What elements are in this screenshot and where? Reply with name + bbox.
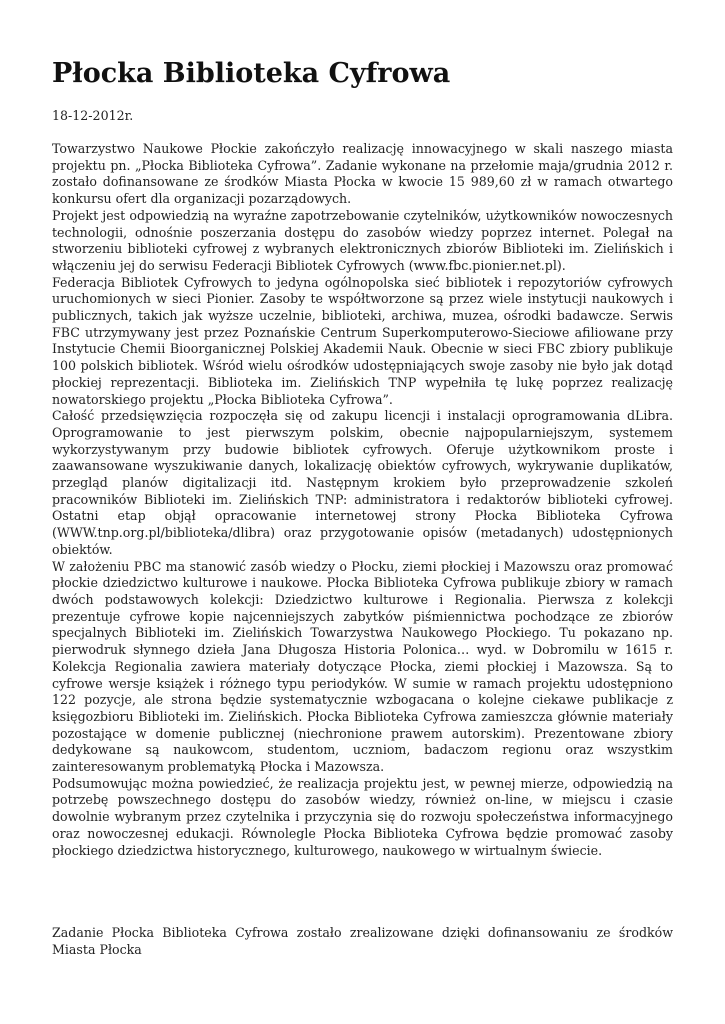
paragraph-dlibra: Całość przedsięwzięcia rozpoczęła się od zakupu licencji i instalacji oprogramowania dLibra. Oprogramowanie to jest pierwszym polskim, obecnie najpopularniejszym, systemem wykorzystywanym przy budowie bibliotek cyfrowych. Oferuje użytkownikom proste i zaawansowane wyszukiwanie danych, lokalizację obiektów cyfrowych, wykrywanie duplikatów, przegląd planów digitalizacji itd. Następnym krokiem było przeprowadzenie szkoleń pracowników Biblioteki im. Zielińskich TNP: administratora i redaktorów biblioteki cyfrowej. Ostatni etap objął opracowanie internetowej strony Płocka Biblioteka Cyfrowa (WWW.tnp.org.pl/biblioteka/dlibra) oraz przygotowanie opisów (metadanych) udostępnionych obiektów. (52, 408, 673, 557)
funding-note: Zadanie Płocka Biblioteka Cyfrowa zostało zrealizowane dzięki dofinansowaniu ze środków Miasta Płocka (52, 925, 673, 957)
publication-date: 18-12-2012r. (52, 108, 134, 123)
paragraph-project: Projekt jest odpowiedzią na wyraźne zapotrzebowanie czytelników, użytkowników nowoczesnych technologii, odnośnie poszerzania dostępu do zasobów wiedzy poprzez internet. Polegał na stworzeniu biblioteki cyfrowej z wybranych elektronicznych zbiorów Biblioteki im. Zielińskich i włączeniu jej do serwisu Federacji Bibliotek Cyfrowych (www.fbc.pionier.net.pl). (52, 207, 673, 273)
article-body (52, 141, 673, 859)
paragraph-intro: Towarzystwo Naukowe Płockie zakończyło realizację innowacyjnego w skali naszego miasta projektu pn. „Płocka Biblioteka Cyfrowa”. Zadanie wykonane na przełomie maja/grudnia 2012 r. zostało dofinansowane ze środków Miasta Płocka w kwocie 15 989,60 zł w ramach otwartego konkursu ofert dla organizacji pozarządowych. (52, 141, 673, 207)
paragraph-federation: Federacja Bibliotek Cyfrowych to jedyna ogólnopolska sieć bibliotek i repozytoriów cyfrowych uruchomionych w sieci Pionier. Zasoby te współtworzone są przez wiele instytucji naukowych i publicznych, takich jak wyższe uczelnie, biblioteki, archiwa, muzea, ośrodki badawcze. Serwis FBC utrzymywany jest przez Poznańskie Centrum Superkomputerowo-Sieciowe afiliowane przy Instytucie Chemii Bioorganicznej Polskiej Akademii Nauk. Obecnie w sieci FBC zbiory publikuje 100 polskich bibliotek. Wśród wielu ośrodków udostępniających swoje zasoby nie było jak dotąd płockiej reprezentacji. Biblioteka im. Zielińskich TNP wypełniła tę lukę poprzez realizację nowatorskiego projektu „Płocka Biblioteka Cyfrowa”. (52, 274, 673, 407)
document-title: Płocka Biblioteka Cyfrowa (52, 58, 451, 89)
paragraph-summary: Podsumowując można powiedzieć, że realizacja projektu jest, w pewnej mierze, odpowiedzią na potrzebę powszechnego dostępu do zasobów wiedzy, również on-line, w miejscu i czasie dowolnie wybranym przez czytelnika i przyczynia się do rozwoju społeczeństwa informacyjnego oraz nowoczesnej edukacji. Równolegle Płocka Biblioteka Cyfrowa będzie promować zasoby płockiego dziedzictwa historycznego, kulturowego, naukowego w wirtualnym świecie. (52, 775, 673, 858)
paragraph-collections: W założeniu PBC ma stanowić zasób wiedzy o Płocku, ziemi płockiej i Mazowszu oraz promować płockie dziedzictwo kulturowe i naukowe. Płocka Biblioteka Cyfrowa publikuje zbiory w ramach dwóch podstawowych kolekcji: Dziedzictwo kulturowe i Regionalia. Pierwsza z kolekcji prezentuje cyfrowe kopie najcenniejszych zabytków piśmiennictwa pochodzące ze zbiorów specjalnych Biblioteki im. Zielińskich Towarzystwa Naukowego Płockiego. Tu pokazano np. pierwodruk słynnego dzieła Jana Długosza Historia Polonica… wyd. w Dobromilu w 1615 r. Kolekcja Regionalia zawiera materiały dotyczące Płocka, ziemi płockiej i Mazowsza. Są to cyfrowe wersje książek i różnego typu periodyków. W sumie w ramach projektu udostępniono 122 pozycje, ale strona będzie systematycznie wzbogacana o kolejne ciekawe publikacje z księgozbioru Biblioteki im. Zielińskich. Płocka Biblioteka Cyfrowa zamieszcza głównie materiały pozostające w domenie publicznej (niechronione prawem autorskim). Prezentowane zbiory dedykowane są naukowcom, studentom, uczniom, badaczom regionu oraz wszystkim zainteresowanym problematyką Płocka i Mazowsza. (52, 558, 673, 775)
